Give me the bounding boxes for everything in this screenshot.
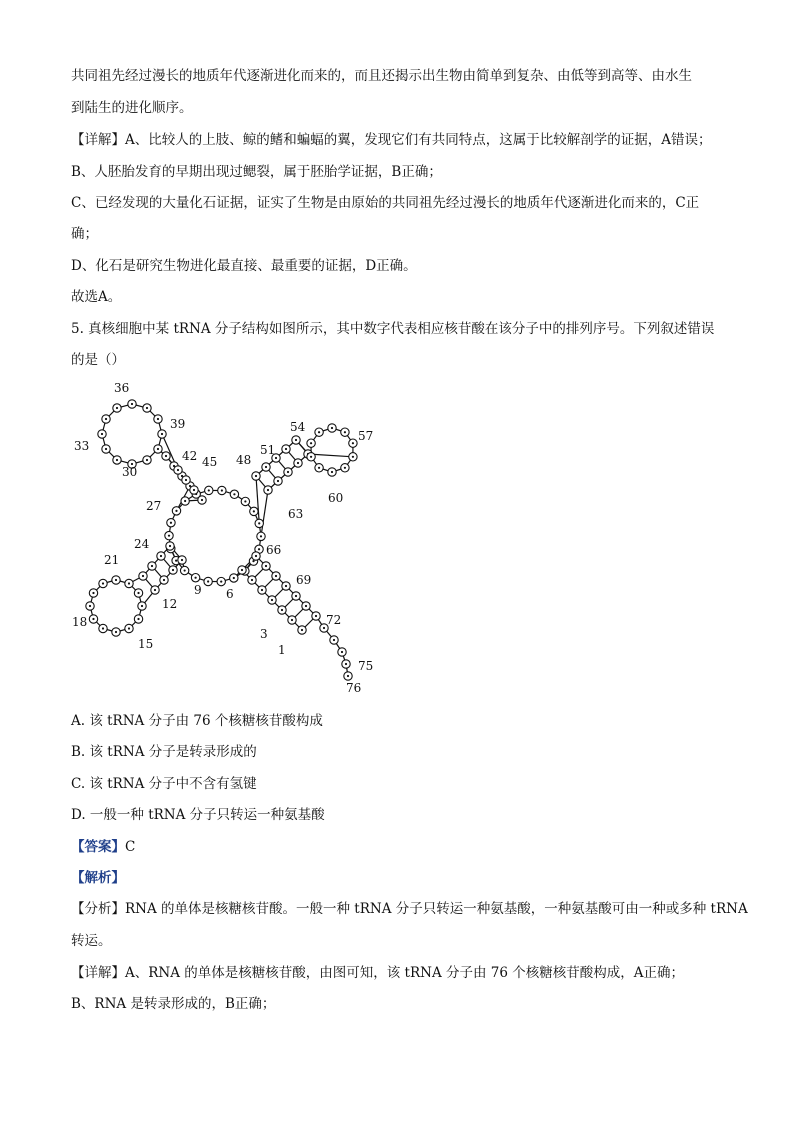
position-label: 63 [288,507,304,521]
nucleotide-dot [265,565,267,567]
nucleotide-dot [137,592,139,594]
nucleotide-dot [318,467,320,469]
nucleotide-dot [193,489,195,491]
option-d: D. 一般一种 tRNA 分子只转运一种氨基酸 [71,807,325,823]
nucleotide-dot [253,510,255,512]
position-label: 18 [72,615,88,629]
position-label: 76 [346,681,362,695]
paragraph-line: 到陆生的进化顺序。 [71,100,193,116]
nucleotide-dot [161,433,163,435]
nucleotide-dot [331,471,333,473]
analysis-heading: 【解析】 [71,870,125,886]
question-stem: 的是（） [71,352,125,368]
position-label: 12 [162,597,178,611]
position-label: 36 [114,381,130,395]
nucleotide-dot [331,427,333,429]
nucleotide-dot [169,545,171,547]
position-label: 45 [202,455,218,469]
position-label: 75 [358,659,374,673]
nucleotide-dot [115,631,117,633]
answer-tag: 【答案】 [71,839,125,855]
nucleotide-dot [92,618,94,620]
position-label: 9 [194,583,202,597]
position-label: 6 [226,587,234,601]
nucleotide-dot [352,456,354,458]
nucleotide-dot [115,579,117,581]
nucleotide-dot [157,448,159,450]
paragraph-line: 确； [71,226,98,242]
nucleotide-dot [285,448,287,450]
nucleotide-dot [194,577,196,579]
nucleotide-dot [341,651,343,653]
nucleotide-dot [131,403,133,405]
detail-text: A、比较人的上肢、鲸的鳍和蝙蝠的翼，发现它们有共同特点，这属于比较解剖学的证据，A错误； [125,132,712,148]
nucleotide-dot [172,569,174,571]
analysis-line: 转运。 [71,933,112,949]
analysis-line: B、RNA 是转录形成的，B正确； [71,996,276,1012]
position-label: 39 [170,417,186,431]
paragraph-line [71,131,712,149]
nucleotide-dot [165,455,167,457]
nucleotide-dot [233,577,235,579]
nucleotide-dot [261,589,263,591]
nucleotide-dot [128,582,130,584]
nucleotide-dot [333,639,335,641]
nucleotide-dot [220,580,222,582]
position-label: 66 [266,543,282,557]
nucleotide-dot [310,442,312,444]
analysis-line [71,900,748,918]
option-a: A. 该 tRNA 分子由 76 个核糖核苷酸构成 [71,713,323,729]
nucleotide-dot [352,442,354,444]
paragraph-line: B、人胚胎发育的早期出现过鳃裂，属于胚胎学证据，B正确； [71,164,442,180]
position-label: 54 [290,420,306,434]
nucleotide-dot [347,675,349,677]
position-label: 42 [182,449,198,463]
answer-line [71,838,135,856]
position-label: 15 [138,637,154,651]
position-label: 30 [122,465,138,479]
question-stem: 5. 真核细胞中某 tRNA 分子结构如图所示，其中数字代表相应核苷酸在该分子中的排列序号。下列叙述错误 [71,321,715,337]
nucleotide-dot [184,500,186,502]
nucleotide-dot [168,535,170,537]
position-label: 57 [358,429,374,443]
nucleotide-dot [291,619,293,621]
nucleotide-dot [141,605,143,607]
nucleotide-dot [233,493,235,495]
trna-svg [70,378,390,700]
nucleotide-dot [116,459,118,461]
nucleotide-dot [151,565,153,567]
nucleotide-dot [251,579,253,581]
nucleotide-dot [315,615,317,617]
position-label: 24 [134,537,150,551]
fenxi-text: RNA 的单体是核糖核苷酸。一般一种 tRNA 分子只转运一种氨基酸，一种氨基酸可由一种或多种 tRNA [125,901,748,917]
detail-tag: 【详解】 [71,132,125,148]
analysis-detail-text: A、RNA 的单体是核糖核苷酸，由图可知，该 tRNA 分子由 76 个核糖核苷酸构成，A正确； [125,965,685,981]
nucleotide-dot [208,489,210,491]
position-label: 60 [328,491,344,505]
nucleotide-dot [157,418,159,420]
position-label: 27 [146,499,162,513]
nucleotide-dot [267,489,269,491]
bond-line [261,490,268,536]
trna-structure-diagram [70,378,390,700]
paragraph-line: C、已经发现的大量化石证据，证实了生物是由原始的共同祖先经过漫长的地质年代逐渐进化而来的，C正 [71,195,700,211]
position-label: 51 [260,443,276,457]
option-b: B. 该 tRNA 分子是转录形成的 [71,744,257,760]
paragraph-line: 故选A。 [71,289,122,305]
nucleotide-dot [146,407,148,409]
nucleotide-dot [318,431,320,433]
nucleotide-dot [277,480,279,482]
paragraph-line: D、化石是研究生物进化最直接、最重要的证据，D正确。 [71,258,417,274]
nucleotide-dot [305,605,307,607]
nucleotide-dot [154,589,156,591]
nucleotide-dot [175,510,177,512]
position-label: 21 [104,553,120,567]
nucleotide-dot [184,569,186,571]
nucleotide-dot [163,579,165,581]
position-label: 3 [260,627,268,641]
nucleotide-dot [301,629,303,631]
nucleotide-dot [105,448,107,450]
paragraph-line: 共同祖先经过漫长的地质年代逐渐进化而来的，而且还揭示出生物由简单到复杂、由低等到高等、由水生 [71,68,692,84]
nucleotide-dot [146,459,148,461]
nucleotide-dot [170,522,172,524]
option-c: C. 该 tRNA 分子中不含有氢键 [71,776,257,792]
position-label: 33 [74,439,90,453]
nucleotide-dot [207,580,209,582]
nucleotide-dot [255,475,257,477]
nucleotide-dot [295,439,297,441]
nucleotide-dot [137,618,139,620]
nucleotide-dot [160,555,162,557]
position-label: 1 [278,643,286,657]
nucleotide-dot [344,467,346,469]
nucleotide-dot [255,555,257,557]
position-label: 69 [296,573,312,587]
nucleotide-dot [260,535,262,537]
nucleotide-dot [258,548,260,550]
nucleotide-dot [102,627,104,629]
nucleotide-dot [177,469,179,471]
nucleotide-dot [102,582,104,584]
nucleotide-dot [258,522,260,524]
fenxi-tag: 【分析】 [71,901,125,917]
nucleotide-dot [116,407,118,409]
analysis-line [71,964,684,982]
nucleotide-dot [297,462,299,464]
nucleotide-dot [345,663,347,665]
nucleotide-dot [101,433,103,435]
nucleotide-dot [323,627,325,629]
nucleotide-dot [265,466,267,468]
nucleotide-dot [92,592,94,594]
nucleotide-dot [181,559,183,561]
nucleotide-dot [244,500,246,502]
nucleotide-dot [185,479,187,481]
nucleotide-dot [281,609,283,611]
nucleotide-dot [287,471,289,473]
nucleotide-dot [310,456,312,458]
nucleotide-dot [201,499,203,501]
position-label: 48 [236,453,252,467]
position-label: 72 [326,613,342,627]
nucleotide-dot [221,489,223,491]
answer-value: C [125,839,136,855]
nucleotide-dot [295,595,297,597]
nucleotide-dot [344,431,346,433]
nucleotide-dot [275,575,277,577]
nucleotide-dot [271,599,273,601]
nucleotide-dot [175,559,177,561]
nucleotide-dot [241,569,243,571]
nucleotide-dot [275,457,277,459]
nucleotide-dot [89,605,91,607]
nucleotide-dot [105,418,107,420]
nucleotide-dot [128,627,130,629]
analysis-detail-tag: 【详解】 [71,965,125,981]
nucleotide-dot [142,575,144,577]
nucleotide-dot [285,585,287,587]
